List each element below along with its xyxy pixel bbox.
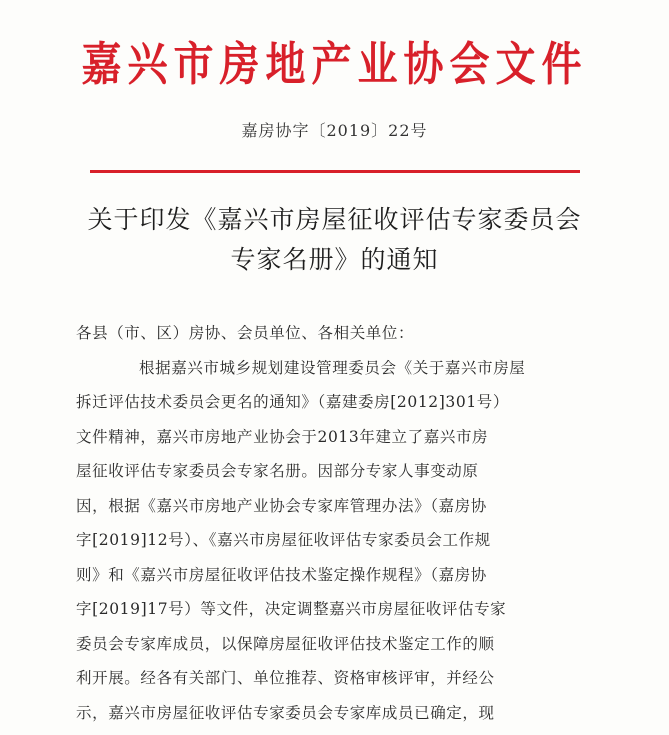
notice-title-line-1: 关于印发《嘉兴市房屋征收评估专家委员会 [87, 205, 582, 234]
body-line: 根据嘉兴市城乡规划建设管理委员会《关于嘉兴市房屋 [139, 358, 526, 377]
body-line: 示，嘉兴市房屋征收评估专家委员会专家库成员已确定，现 [76, 703, 495, 722]
notice-title-line-2: 专家名册》的通知 [230, 245, 439, 274]
body-line: 字[2019]12号）、《嘉兴市房屋征收评估专家委员会工作规 [76, 531, 491, 549]
body-line: 因，根据《嘉兴市房地产业协会专家库管理办法》（嘉房协 [76, 496, 487, 515]
red-divider [90, 170, 580, 173]
body-line: 字[2019]17号）等文件，决定调整嘉兴市房屋征收评估专家 [76, 600, 507, 618]
organization-title: 嘉兴市房地产业协会文件 [81, 37, 588, 92]
body-line: 则》和《嘉兴市房屋征收评估技术鉴定操作规程》（嘉房协 [76, 565, 487, 584]
salutation: 各县（市、区）房协、会员单位、各相关单位： [76, 324, 415, 342]
body-line: 委员会专家库成员，以保障房屋征收评估技术鉴定工作的顺 [76, 634, 495, 653]
body-line: 文件精神，嘉兴市房地产业协会于2013年建立了嘉兴市房 [76, 427, 489, 446]
body-line: 拆迁评估技术委员会更名的通知》（嘉建委房[2012]301号） [76, 393, 509, 411]
body-line: 屋征收评估专家委员会专家名册。因部分专家人事变动原 [76, 462, 479, 480]
document-number: 嘉房协字〔2019〕22号 [241, 121, 428, 140]
notice-title [0, 200, 669, 280]
body-line: 利开展。经各有关部门、单位推荐、资格审核评审，并经公 [76, 669, 495, 687]
body-text [76, 316, 586, 730]
